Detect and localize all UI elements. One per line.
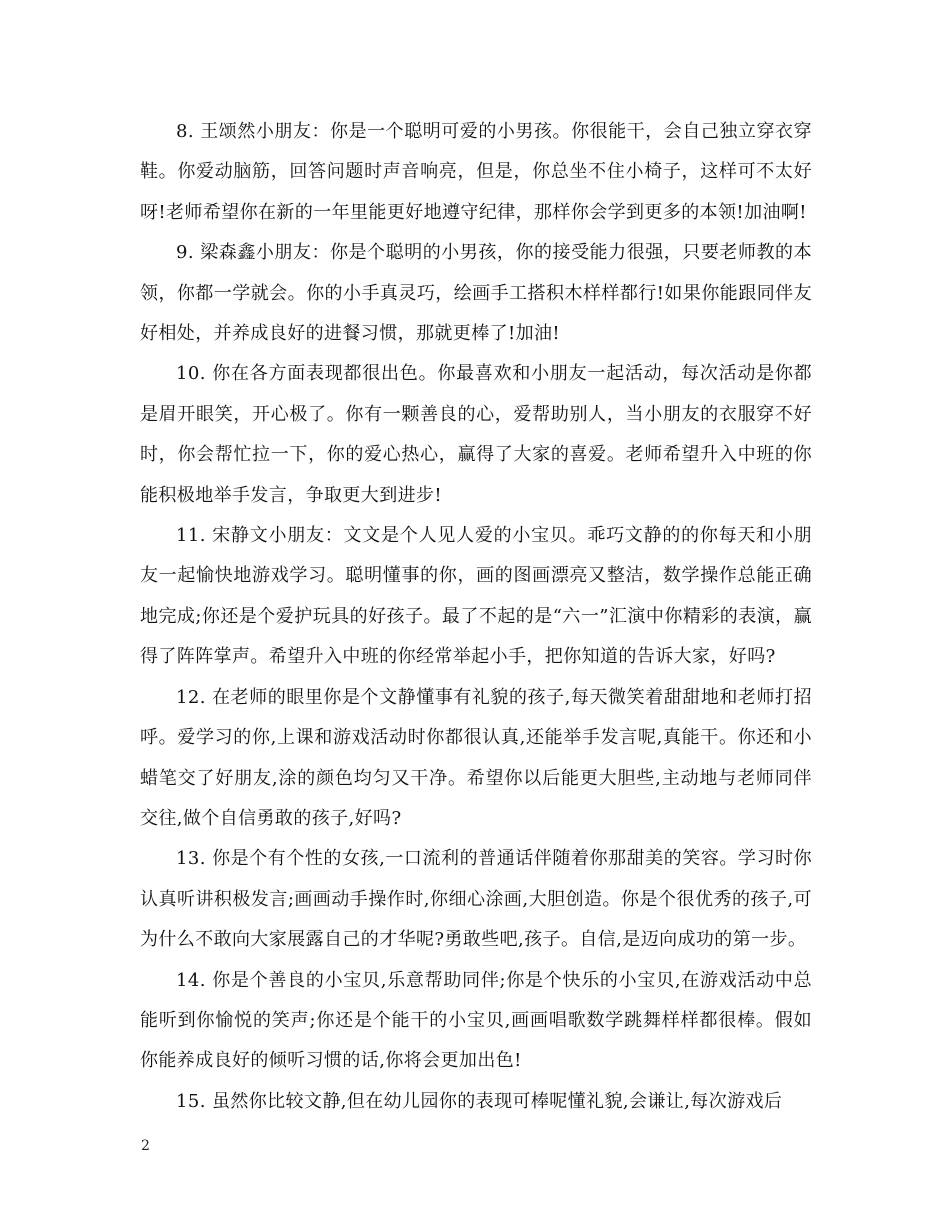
paragraph-13: 13. 你是个有个性的女孩,一口流利的普通话伴随着你那甜美的笑容。学习时你认真听讲积极发言;画画动手操作时,你细心涂画,大胆创造。你是个很优秀的孩子,可为什么不敢向大家展露自己的才华呢?勇敢些吧,孩子。自信,是迈向成功的第一步。: [140, 848, 812, 951]
document-body: [140, 112, 812, 1122]
paragraph-12: 12. 在老师的眼里你是个文静懂事有礼貌的孩子,每天微笑着甜甜地和老师打招呼。爱学习的你,上课和游戏活动时你都很认真,还能举手发言呢,真能干。你还和小蜡笔交了好朋友,涂的颜色均匀又干净。希望你以后能更大胆些,主动地与老师同伴交往,做个自信勇敢的孩子,好吗?: [140, 686, 812, 829]
paragraph-9: 9. 梁森鑫小朋友：你是个聪明的小男孩，你的接受能力很强，只要老师教的本领，你都一学就会。你的小手真灵巧，绘画手工搭积木样样都行!如果你能跟同伴友好相处，并养成良好的进餐习惯，那就更棒了!加油!: [140, 242, 812, 345]
paragraph-14: 14. 你是个善良的小宝贝,乐意帮助同伴;你是个快乐的小宝贝,在游戏活动中总能听到你愉悦的笑声;你还是个能干的小宝贝,画画唱歌数学跳舞样样都很棒。假如你能养成良好的倾听习惯的话,你将会更加出色!: [140, 969, 812, 1072]
page-number: 2: [141, 1138, 150, 1154]
paragraph-15: 15. 虽然你比较文静,但在幼儿园你的表现可棒呢懂礼貌,会谦让,每次游戏后: [176, 1090, 783, 1112]
paragraph-8: 8. 王颂然小朋友：你是一个聪明可爱的小男孩。你很能干，会自己独立穿衣穿鞋。你爱动脑筋，回答问题时声音响亮，但是，你总坐不住小椅子，这样可不太好呀!老师希望你在新的一年里能更好地遵守纪律，那样你会学到更多的本领!加油啊!: [140, 121, 812, 223]
paragraph-10: 10. 你在各方面表现都很出色。你最喜欢和小朋友一起活动，每次活动是你都是眉开眼笑，开心极了。你有一颗善良的心，爱帮助别人，当小朋友的衣服穿不好时，你会帮忙拉一下，你的爱心热心，赢得了大家的喜爱。老师希望升入中班的你能积极地举手发言，争取更大到进步!: [140, 363, 812, 506]
paragraph-11: 11. 宋静文小朋友：文文是个人见人爱的小宝贝。乖巧文静的的你每天和小朋友一起愉快地游戏学习。聪明懂事的你，画的图画漂亮又整洁，数学操作总能正确地完成;你还是个爱护玩具的好孩子。最了不起的是“六一”汇演中你精彩的表演，赢得了阵阵掌声。希望升入中班的你经常举起小手，把你知道的告诉大家，好吗?: [140, 525, 812, 668]
